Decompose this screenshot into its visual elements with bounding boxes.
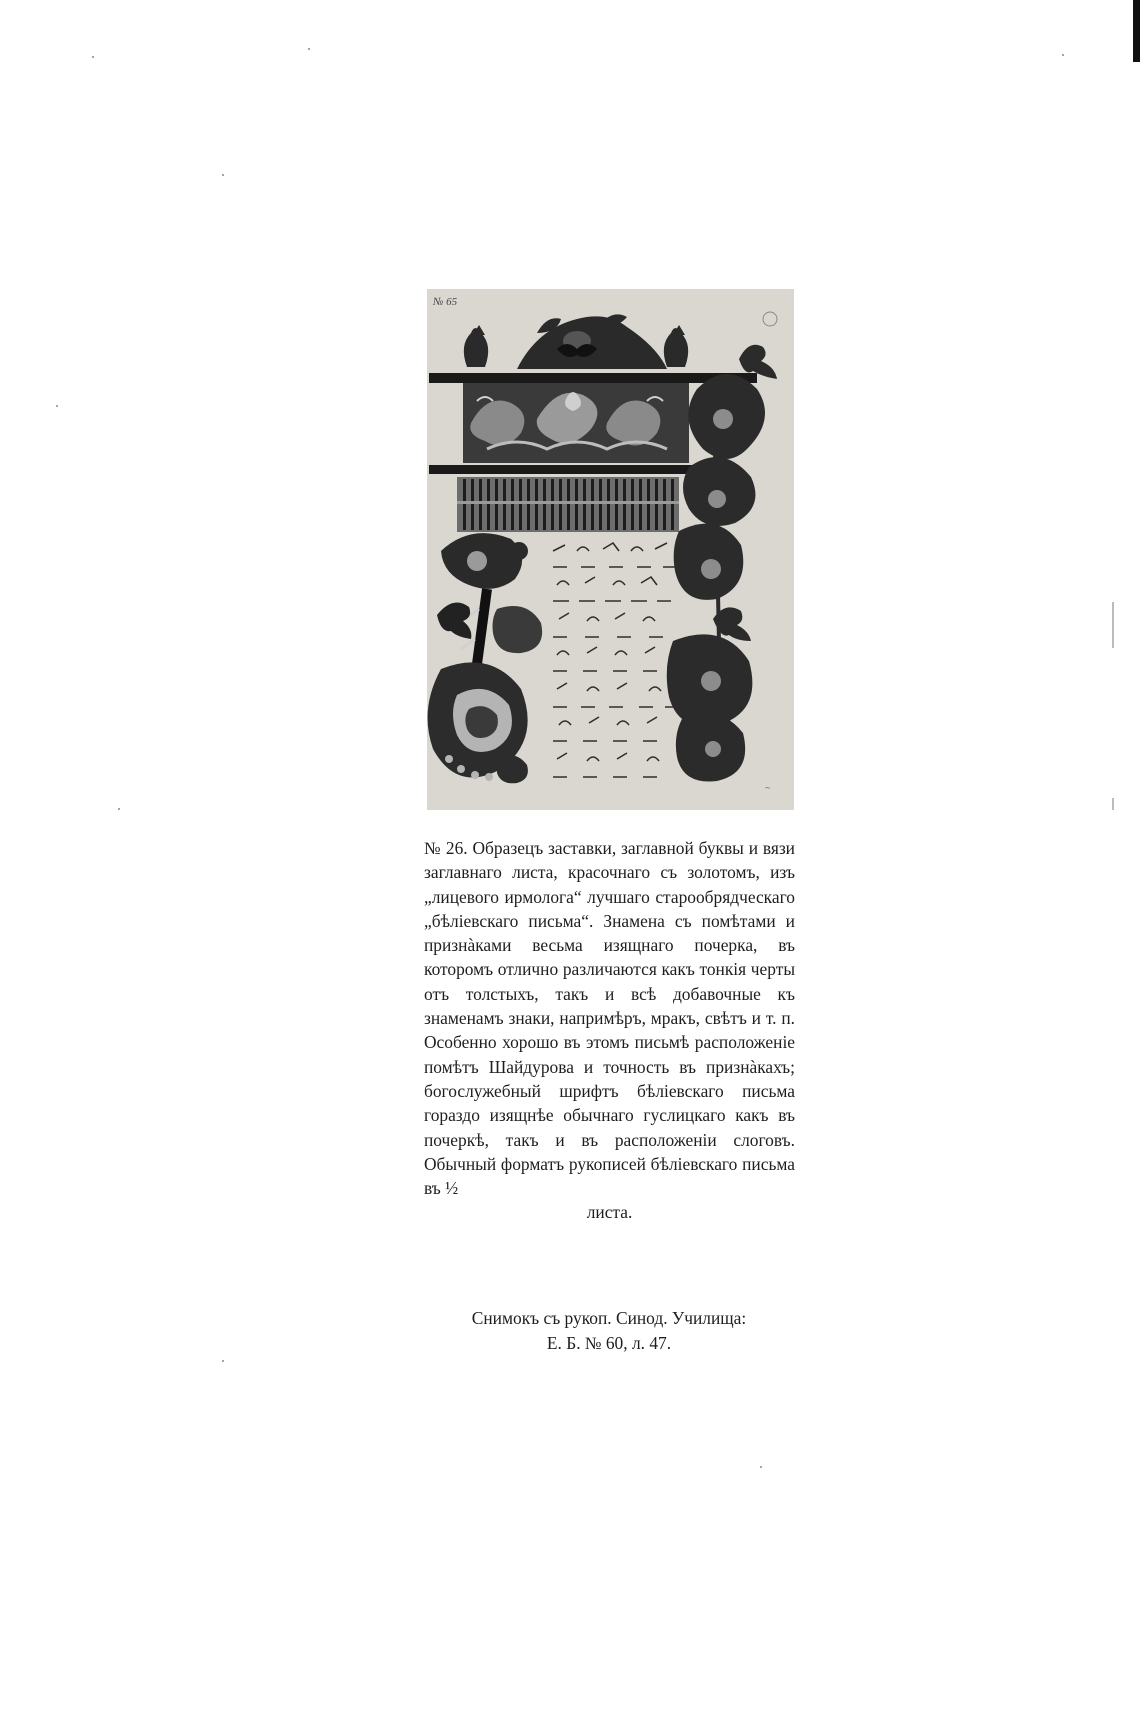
folio-mark: № 65 xyxy=(433,296,458,308)
paper-speck xyxy=(118,808,120,810)
caption-text: № 26. Образецъ заставки, заглавной буквы и вязи заглавнаго листа, красочнаго съ золотомъ, изъ „лицевого ирмолога“ лучшаго старообрядческаго „бѣлiевскаго письма“. Знамена съ помѣтами и признàками весьма изящнаго почерка, въ которомъ отлично различаются какъ тонкiя черты отъ толстыхъ, такъ и всѣ добавочные къ знаменамъ знаки, напримѣръ, мракъ, свѣтъ и т. п. Особенно хорошо въ этомъ письмѣ расположенiе помѣтъ Шайдурова и точность въ признàкахъ; богослужебный шрифтъ бѣлiевскаго письма гораздо изящнѣе обычнаго гуслицкаго какъ въ почеркѣ, такъ и въ расположенiи слоговъ. Обычный форматъ рукописей бѣлiевскаго письма въ ½ xyxy=(424,838,795,1199)
paper-speck xyxy=(222,174,224,176)
page-edge-tick xyxy=(1112,602,1114,648)
corner-note: ~ xyxy=(765,783,770,793)
page-edge-tick xyxy=(1112,798,1114,810)
headpiece-bar-bottom xyxy=(429,465,699,474)
paper-speck xyxy=(760,1466,762,1468)
headpiece-panel xyxy=(463,383,689,463)
paper-speck xyxy=(1062,54,1064,56)
paper-speck xyxy=(56,405,58,407)
caption-last-line: листа. xyxy=(586,1202,633,1223)
ornamented-manuscript-page xyxy=(427,289,794,810)
source-line-1: Снимокъ съ рукоп. Синод. Училища: xyxy=(471,1308,747,1328)
page-edge-mark xyxy=(1133,0,1140,62)
paper-speck xyxy=(308,48,310,50)
source-line-2: Е. Б. № 60, л. 47. xyxy=(546,1333,672,1353)
figure-caption xyxy=(424,836,795,1225)
paper-speck xyxy=(92,56,94,58)
source-reference xyxy=(420,1306,798,1356)
manuscript-plate xyxy=(427,289,794,810)
vyaz-title-band xyxy=(457,477,679,532)
paper-speck xyxy=(222,1360,224,1362)
